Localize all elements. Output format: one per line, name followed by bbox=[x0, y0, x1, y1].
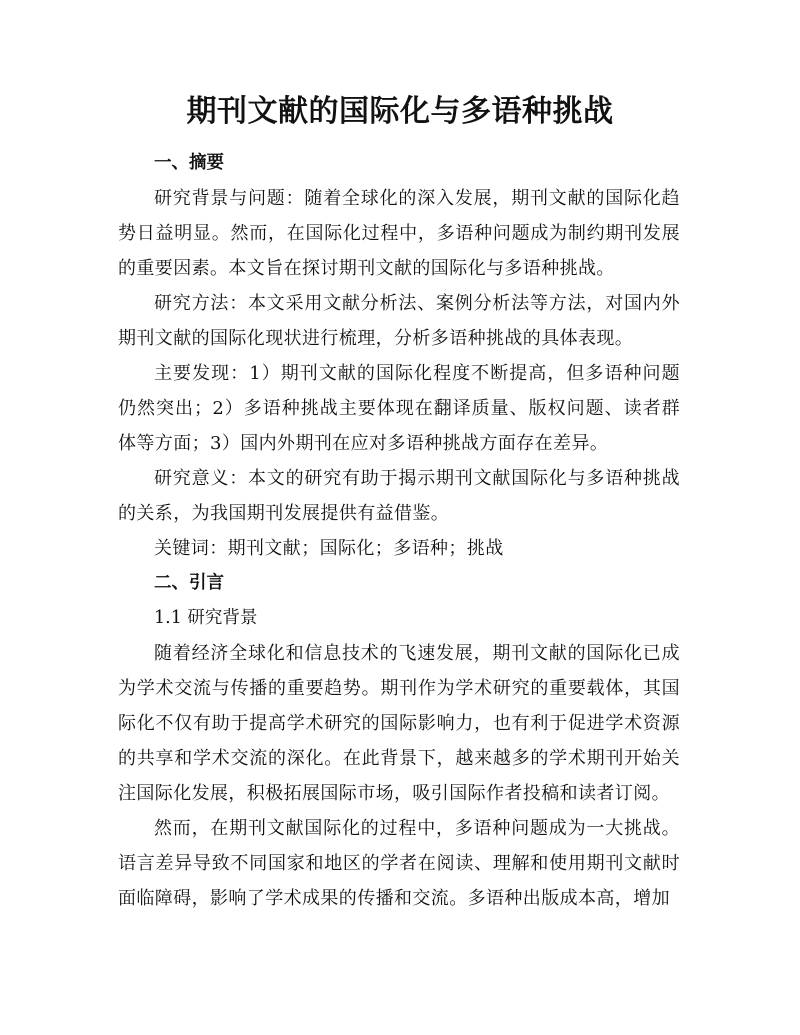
section-heading-abstract: 一、摘要 bbox=[154, 153, 224, 173]
document-body bbox=[118, 146, 680, 916]
document-title: 期刊文献的国际化与多语种挑战 bbox=[186, 94, 614, 129]
introduction-paragraph: 随着经济全球化和信息技术的飞速发展，期刊文献的国际化已成为学术交流与传播的重要趋势。期刊作为学术研究的重要载体，其国际化不仅有助于提高学术研究的国际影响力，也有利于促进学术资源的共享和学术交流的深化。在此背景下，越来越多的学术期刊开始关注国际化发展，积极拓展国际市场，吸引国际作者投稿和读者订阅。 bbox=[118, 643, 680, 804]
abstract-paragraph-methods: 研究方法：本文采用文献分析法、案例分析法等方法，对国内外期刊文献的国际化现状进行梳理，分析多语种挑战的具体表现。 bbox=[118, 293, 680, 349]
subsection-heading-background: 1.1 研究背景 bbox=[154, 608, 258, 628]
introduction-paragraph: 然而，在期刊文献国际化的过程中，多语种问题成为一大挑战。语言差异导致不同国家和地区的学者在阅读、理解和使用期刊文献时面临障碍，影响了学术成果的传播和交流。多语种出版成本高，增加 bbox=[118, 818, 680, 909]
section-heading-introduction: 二、引言 bbox=[154, 573, 224, 593]
abstract-paragraph-background: 研究背景与问题：随着全球化的深入发展，期刊文献的国际化趋势日益明显。然而，在国际化过程中，多语种问题成为制约期刊发展的重要因素。本文旨在探讨期刊文献的国际化与多语种挑战。 bbox=[118, 188, 680, 279]
abstract-keywords: 关键词：期刊文献；国际化；多语种；挑战 bbox=[154, 538, 504, 559]
abstract-paragraph-significance: 研究意义：本文的研究有助于揭示期刊文献国际化与多语种挑战的关系，为我国期刊发展提供有益借鉴。 bbox=[118, 468, 680, 524]
abstract-paragraph-findings: 主要发现：1）期刊文献的国际化程度不断提高，但多语种问题仍然突出；2）多语种挑战主要体现在翻译质量、版权问题、读者群体等方面；3）国内外期刊在应对多语种挑战方面存在差异。 bbox=[118, 363, 680, 454]
